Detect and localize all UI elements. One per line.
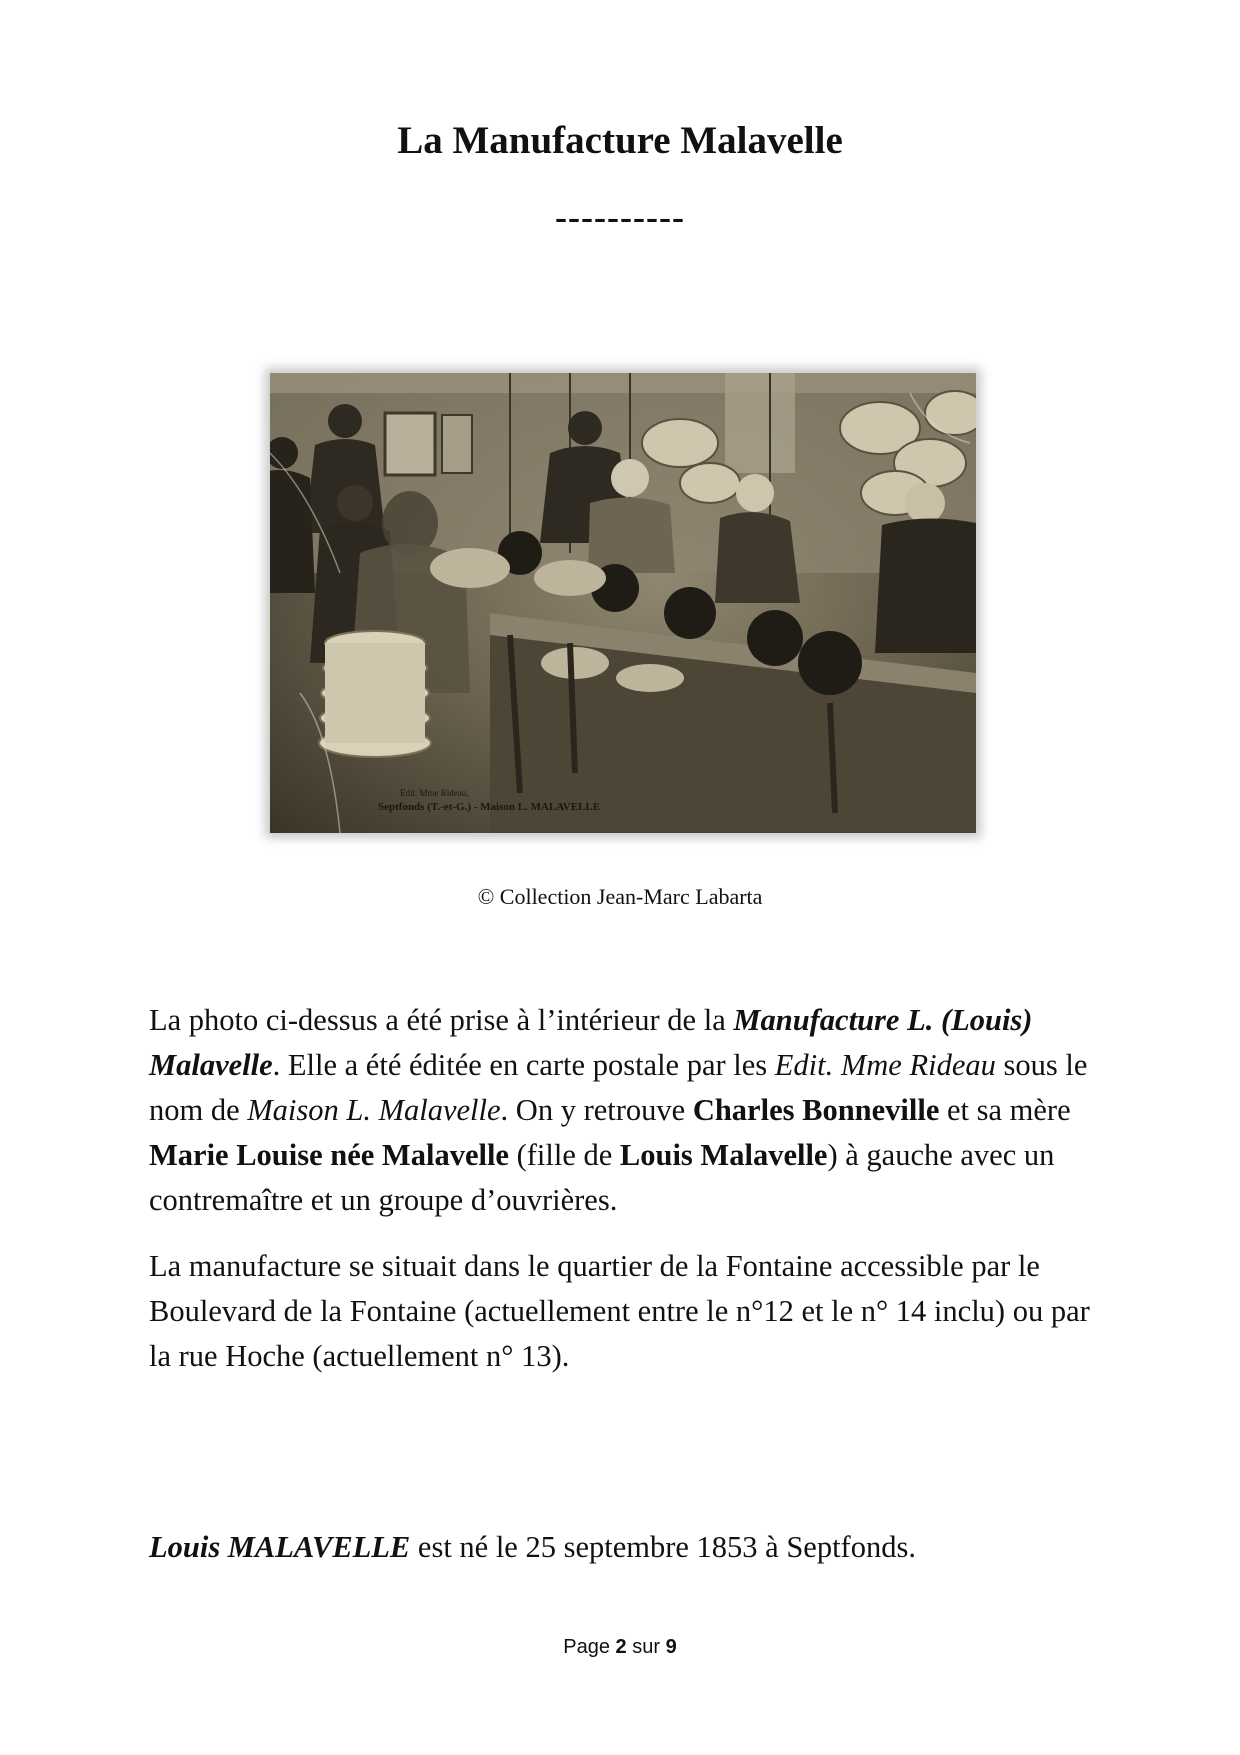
footer-page-word: Page <box>563 1636 616 1658</box>
footer-of-word: sur <box>626 1636 666 1658</box>
postcard-print-line1: Edit. Mme Rideau, <box>400 788 469 798</box>
postcard-print-line2: Septfonds (T.-et-G.) - Maison L. MALAVELLE <box>378 801 601 813</box>
text-run: . Elle a été éditée en carte postale par les <box>272 1048 775 1082</box>
person-charles-bonneville: Charles Bonneville <box>692 1093 940 1127</box>
text-run: La photo ci-dessus a été prise à l’intérieur de la <box>149 1003 734 1037</box>
text-run: sous le nom de <box>149 1048 1088 1127</box>
birth-name: Louis MALAVELLE <box>149 1530 411 1564</box>
paragraph-intro <box>149 998 1099 1223</box>
birth-text: est né le 25 septembre 1853 à Septfonds. <box>410 1530 916 1564</box>
publisher-name: Edit. Mme Rideau <box>774 1048 996 1082</box>
paragraph-birth <box>149 1525 1099 1570</box>
text-run: . On y retrouve <box>500 1093 693 1127</box>
photo-caption: © Collection Jean-Marc Labarta <box>477 884 763 909</box>
text-run: ) à gauche avec un contremaître et un groupe d’ouvrières. <box>149 1138 1055 1217</box>
manufacture-name: Manufacture L. (Louis) Malavelle <box>149 1003 1033 1082</box>
paragraph-location <box>149 1244 1099 1379</box>
maison-name: Maison L. Malavelle <box>247 1093 501 1127</box>
factory-photo-illustration <box>270 373 976 833</box>
current-page-number: 2 <box>615 1636 627 1658</box>
text-run: (fille de <box>508 1138 620 1172</box>
page-title: La Manufacture Malavelle <box>397 119 843 162</box>
text-run: et sa mère <box>939 1093 1071 1127</box>
factory-photo <box>270 373 976 833</box>
person-louis-malavelle: Louis Malavelle <box>619 1138 828 1172</box>
location-text: La manufacture se situait dans le quartier de la Fontaine accessible par le Boulevard de la Fontaine (actuellement entre le n°12 et le n° 14 inclu) ou par la rue Hoche (actuellement n° 13). <box>149 1249 1090 1373</box>
title-separator: ---------- <box>555 197 685 237</box>
total-pages-number: 9 <box>665 1636 677 1658</box>
page-footer <box>0 1636 1240 1659</box>
person-marie-louise: Marie Louise née Malavelle <box>149 1138 509 1172</box>
